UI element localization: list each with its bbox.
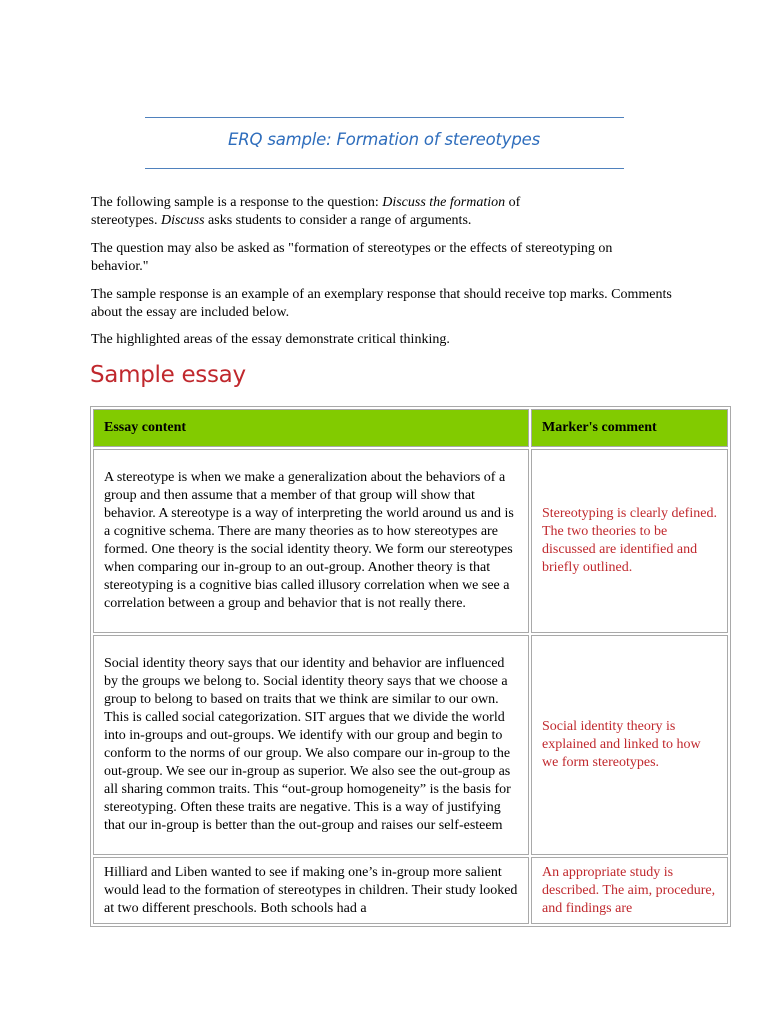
title-rule-top	[145, 117, 624, 118]
table-row	[93, 857, 728, 924]
intro-paragraph-4	[91, 331, 681, 349]
marker-comment-cell	[531, 449, 728, 633]
marker-comment-cell	[531, 857, 728, 924]
essay-text: Hilliard and Liben wanted to see if making one’s in-group more salient would lead to the formation of stereotypes in children. Their study looked at two different preschools. Both schools had a	[104, 865, 518, 916]
comment-text: An appropriate study is described. The aim, procedure, and findings are	[542, 865, 716, 916]
essay-content-cell	[93, 857, 529, 924]
column-header-markers-comment: Marker's comment	[531, 409, 728, 447]
essay-content-cell	[93, 449, 529, 633]
intro-text: The sample response is an example of an exemplary response that should receive top marks. Comments about the essay are included below.	[91, 287, 672, 320]
intro-text: The highlighted areas of the essay demonstrate critical thinking.	[91, 332, 450, 347]
intro-paragraph-2	[91, 240, 666, 276]
intro-paragraph-1	[91, 194, 571, 230]
essay-text: Social identity theory says that our identity and behavior are influenced by the groups we belong to. Social identity theory says that we choose a group to belong to based on traits that we think are similar to our own. This is called social categorization. SIT argues that we divide the world into in-groups and out-groups. We identify with our group and begin to conform to the norms of our group. We also compare our in-group to the out-group. We see our in-group as superior. We also see the out-group as all sharing common traits. This “out-group homogeneity” is the basis for stereotyping. Often these traits are negative. This is a way of justifying that our in-group is better than the out-group and raises our self-esteem	[104, 656, 511, 833]
intro-text: The following sample is a response to the question:	[91, 195, 383, 210]
table-header-row	[93, 409, 728, 447]
intro-discuss-term: Discuss	[160, 213, 205, 228]
intro-text: The question may also be asked as "formation of stereotypes or the effects of stereotyping on behavior."	[91, 241, 613, 274]
table-row	[93, 449, 728, 633]
marker-comment-cell	[531, 635, 728, 855]
comment-text: Social identity theory is explained and linked to how we form stereotypes.	[542, 719, 701, 770]
page-title: ERQ sample: Formation of stereotypes	[228, 130, 540, 149]
column-header-essay-content: Essay content	[93, 409, 529, 447]
title-rule-bottom	[145, 168, 624, 169]
essay-content-cell	[93, 635, 529, 855]
comment-text: Stereotyping is clearly defined. The two theories to be discussed are identified and briefly outlined.	[542, 506, 717, 575]
section-heading: Sample essay	[90, 362, 246, 388]
table-row	[93, 635, 728, 855]
essay-table	[90, 406, 731, 927]
intro-text: asks students to consider a range of arguments.	[204, 213, 472, 228]
intro-text: of stereotypes.	[91, 195, 521, 228]
intro-paragraph-3	[91, 286, 681, 322]
essay-text: A stereotype is when we make a generalization about the behaviors of a group and then assume that a member of that group will show that behavior. A stereotype is a way of interpreting the world around us and is a cognitive schema. There are many theories as to how stereotypes are formed. One theory is the social identity theory. We form our stereotypes when comparing our in-group to an out-group. Another theory is that stereotyping is a cognitive bias called illusory correlation when we see a correlation between a group and behavior that is not really there.	[104, 470, 514, 611]
intro-question: Discuss the formation	[382, 195, 506, 210]
